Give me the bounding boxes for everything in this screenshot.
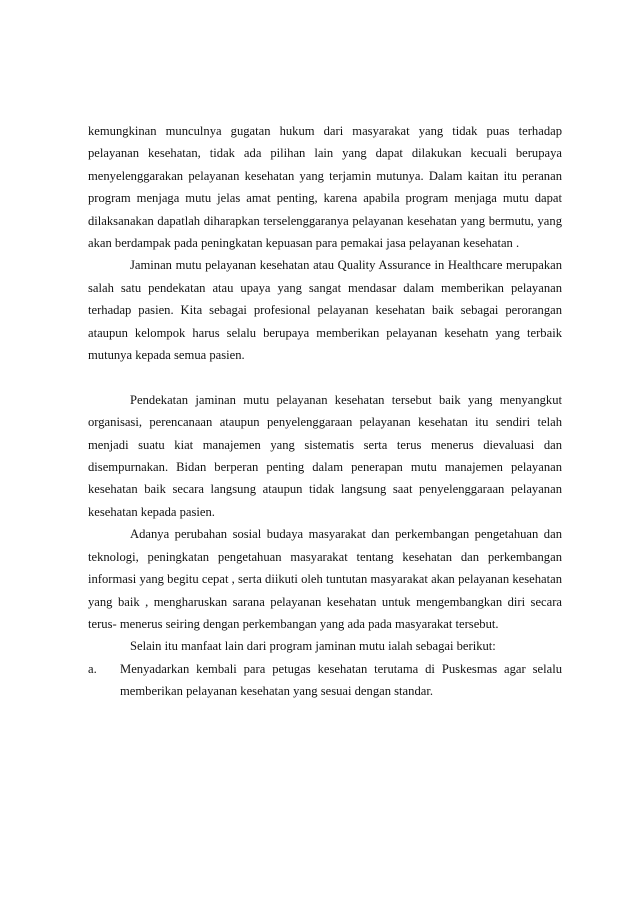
paragraph-quality-assurance: Jaminan mutu pelayanan kesehatan atau Quality Assurance in Healthcare merupakan salah satu pendekatan atau upaya yang sangat mendasar dalam memberikan pelayanan terhadap pasien. Kita sebagai profesional pelayanan kesehatan baik sebagai perorangan ataupun kelompok harus selalu berupaya memberikan pelayanan kesehatn yang terbaik mutunya kepada semua pasien. [88, 258, 562, 363]
paragraph-spacer [88, 366, 562, 388]
paragraph-continuation: kemungkinan munculnya gugatan hukum dari masyarakat yang tidak puas terhadap pelayanan kesehatan, tidak ada pilihan lain yang dapat dilakukan kecuali berupaya menyelenggarakan pelayanan kesehatan yang terjamin mutunya. Dalam kaitan itu peranan program menjaga mutu jelas amat penting, karena apabila program menjaga mutu dapat dilaksanakan dapatlah diharapkan terselenggaranya pelayanan kesehatan yang bermutu, yang akan berdampak pada peningkatan kepuasan para pemakai jasa pelayanan kesehatan . [88, 124, 562, 251]
list-item-text: Menyadarkan kembali para petugas kesehatan terutama di Puskesmas agar selalu memberikan pelayanan kesehatan yang sesuai dengan standar. [120, 661, 562, 699]
list-marker: a. [88, 661, 97, 676]
paragraph-benefits-intro: Selain itu manfaat lain dari program jaminan mutu ialah sebagai berikut: [130, 639, 496, 654]
paragraph-approach: Pendekatan jaminan mutu pelayanan kesehatan tersebut baik yang menyangkut organisasi, perencanaan ataupun penyelenggaraan pelayanan kesehatan itu sendiri telah menjadi suatu kiat manajemen yang sistematis serta terus menerus dievaluasi dan disempurnakan. Bidan berperan penting dalam penerapan mutu manajemen pelayanan kesehatan baik secara langsung ataupun tidak langsung saat penyelenggaraan pelayanan kesehatan kepada pasien. [88, 392, 562, 519]
list-item [88, 658, 562, 703]
paragraph-social-change: Adanya perubahan sosial budaya masyarakat dan perkembangan pengetahuan dan teknologi, peningkatan pengetahuan masyarakat tentang kesehatan dan perkembangan informasi yang begitu cepat , serta diikuti oleh tuntutan masyarakat akan pelayanan kesehatan yang baik , mengharuskan sarana pelayanan kesehatan untuk mengembangkan diri secara terus- menerus seiring dengan perkembangan yang ada pada masyarakat tersebut. [88, 527, 562, 631]
document-page [88, 120, 562, 703]
